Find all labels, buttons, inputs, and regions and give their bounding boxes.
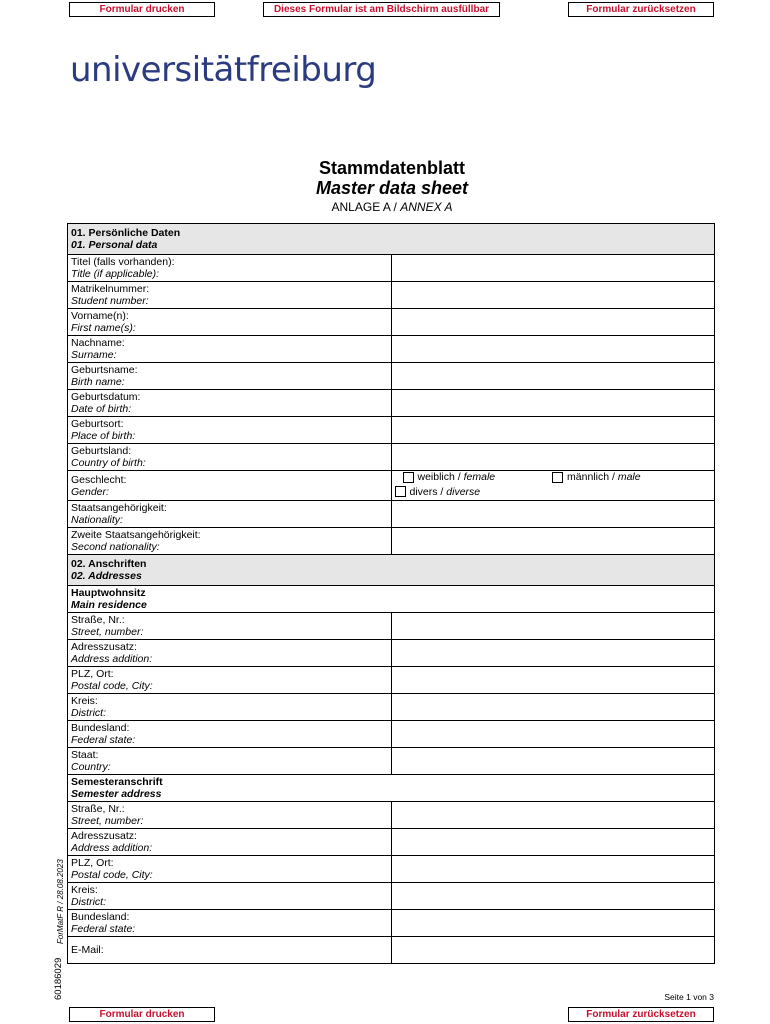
field-label: Geburtsort: Place of birth: xyxy=(68,417,392,444)
field-label: Geburtsland: Country of birth: xyxy=(68,444,392,471)
field-label: Vorname(n): First name(s): xyxy=(68,309,392,336)
field-label: Bundesland: Federal state: xyxy=(68,721,392,748)
email-label: E-Mail: xyxy=(68,937,392,964)
section-heading-german: 01. Persönliche Daten xyxy=(71,227,181,239)
field-label: Staatsangehörigkeit: Nationality: xyxy=(68,501,392,528)
main-federal-state-input[interactable] xyxy=(391,721,715,748)
section-heading-english: 02. Addresses xyxy=(71,570,142,582)
semester-district-input[interactable] xyxy=(391,883,715,910)
reset-form-button-top[interactable]: Formular zurücksetzen xyxy=(568,2,714,17)
main-street-input[interactable] xyxy=(391,613,715,640)
field-label: Matrikelnummer: Student number: xyxy=(68,282,392,309)
semester-street-input[interactable] xyxy=(391,802,715,829)
field-label: Titel (falls vorhanden): Title (if applicable): xyxy=(68,255,392,282)
surname-input[interactable] xyxy=(391,336,715,363)
main-residence-heading: Hauptwohnsitz Main residence xyxy=(68,586,715,613)
female-checkbox[interactable] xyxy=(403,472,414,483)
main-district-input[interactable] xyxy=(391,694,715,721)
main-postal-city-input[interactable] xyxy=(391,667,715,694)
field-label: Adresszusatz: Address addition: xyxy=(68,829,392,856)
print-form-button-bottom[interactable]: Formular drucken xyxy=(69,1007,215,1022)
email-input[interactable] xyxy=(391,937,715,964)
print-form-button-top[interactable]: Formular drucken xyxy=(69,2,215,17)
field-label: PLZ, Ort: Postal code, City: xyxy=(68,856,392,883)
date-of-birth-input[interactable] xyxy=(391,390,715,417)
gender-male-option[interactable]: männlich / male xyxy=(552,471,641,483)
page-number: Seite 1 von 3 xyxy=(664,992,714,1002)
field-label: Geburtsname: Birth name: xyxy=(68,363,392,390)
field-label: Bundesland: Federal state: xyxy=(68,910,392,937)
gender-female-option[interactable]: weiblich / female xyxy=(403,471,496,483)
annex-german: ANLAGE A / xyxy=(331,200,397,214)
section-addresses xyxy=(68,555,715,586)
semester-postal-city-input[interactable] xyxy=(391,856,715,883)
field-label: Nachname: Surname: xyxy=(68,336,392,363)
semester-address-heading: Semesteranschrift Semester address xyxy=(68,775,715,802)
field-label: Straße, Nr.: Street, number: xyxy=(68,613,392,640)
nationality-input[interactable] xyxy=(391,501,715,528)
second-nationality-input[interactable] xyxy=(391,528,715,555)
field-label: Staat: Country: xyxy=(68,748,392,775)
master-data-form xyxy=(67,223,715,964)
gender-options xyxy=(391,471,715,501)
university-logo: universitätfreiburg xyxy=(70,50,377,90)
semester-federal-state-input[interactable] xyxy=(391,910,715,937)
birth-name-input[interactable] xyxy=(391,363,715,390)
annex-label xyxy=(0,200,770,214)
field-label: Straße, Nr.: Street, number: xyxy=(68,802,392,829)
first-name-input[interactable] xyxy=(391,309,715,336)
reset-form-button-bottom[interactable]: Formular zurücksetzen xyxy=(568,1007,714,1022)
section-personal-data xyxy=(68,224,715,255)
gender-diverse-option[interactable]: divers / diverse xyxy=(395,486,481,498)
title-input[interactable] xyxy=(391,255,715,282)
title-german: Stammdatenblatt xyxy=(318,158,466,178)
form-reference: ForMatF R / 28.08.2023 xyxy=(56,859,65,944)
field-label: Adresszusatz: Address addition: xyxy=(68,640,392,667)
main-address-addition-input[interactable] xyxy=(391,640,715,667)
annex-english: ANNEX A xyxy=(400,200,453,214)
field-label: PLZ, Ort: Postal code, City: xyxy=(68,667,392,694)
field-label: Kreis: District: xyxy=(68,883,392,910)
field-label: Zweite Staatsangehörigkeit: Second nationality: xyxy=(68,528,392,555)
diverse-checkbox[interactable] xyxy=(395,486,406,497)
title-english: Master data sheet xyxy=(315,178,469,198)
student-number-input[interactable] xyxy=(391,282,715,309)
fillable-form-notice: Dieses Formular ist am Bildschirm ausfüllbar xyxy=(263,2,500,17)
section-heading-english: 01. Personal data xyxy=(71,239,158,251)
main-country-input[interactable] xyxy=(391,748,715,775)
male-checkbox[interactable] xyxy=(552,472,563,483)
place-of-birth-input[interactable] xyxy=(391,417,715,444)
country-of-birth-input[interactable] xyxy=(391,444,715,471)
section-heading-german: 02. Anschriften xyxy=(71,558,147,570)
field-label: Geburtsdatum: Date of birth: xyxy=(68,390,392,417)
semester-address-addition-input[interactable] xyxy=(391,829,715,856)
field-label: Kreis: District: xyxy=(68,694,392,721)
field-label: Geschlecht: Gender: xyxy=(68,471,392,501)
form-code: 60186029 xyxy=(53,957,64,1000)
